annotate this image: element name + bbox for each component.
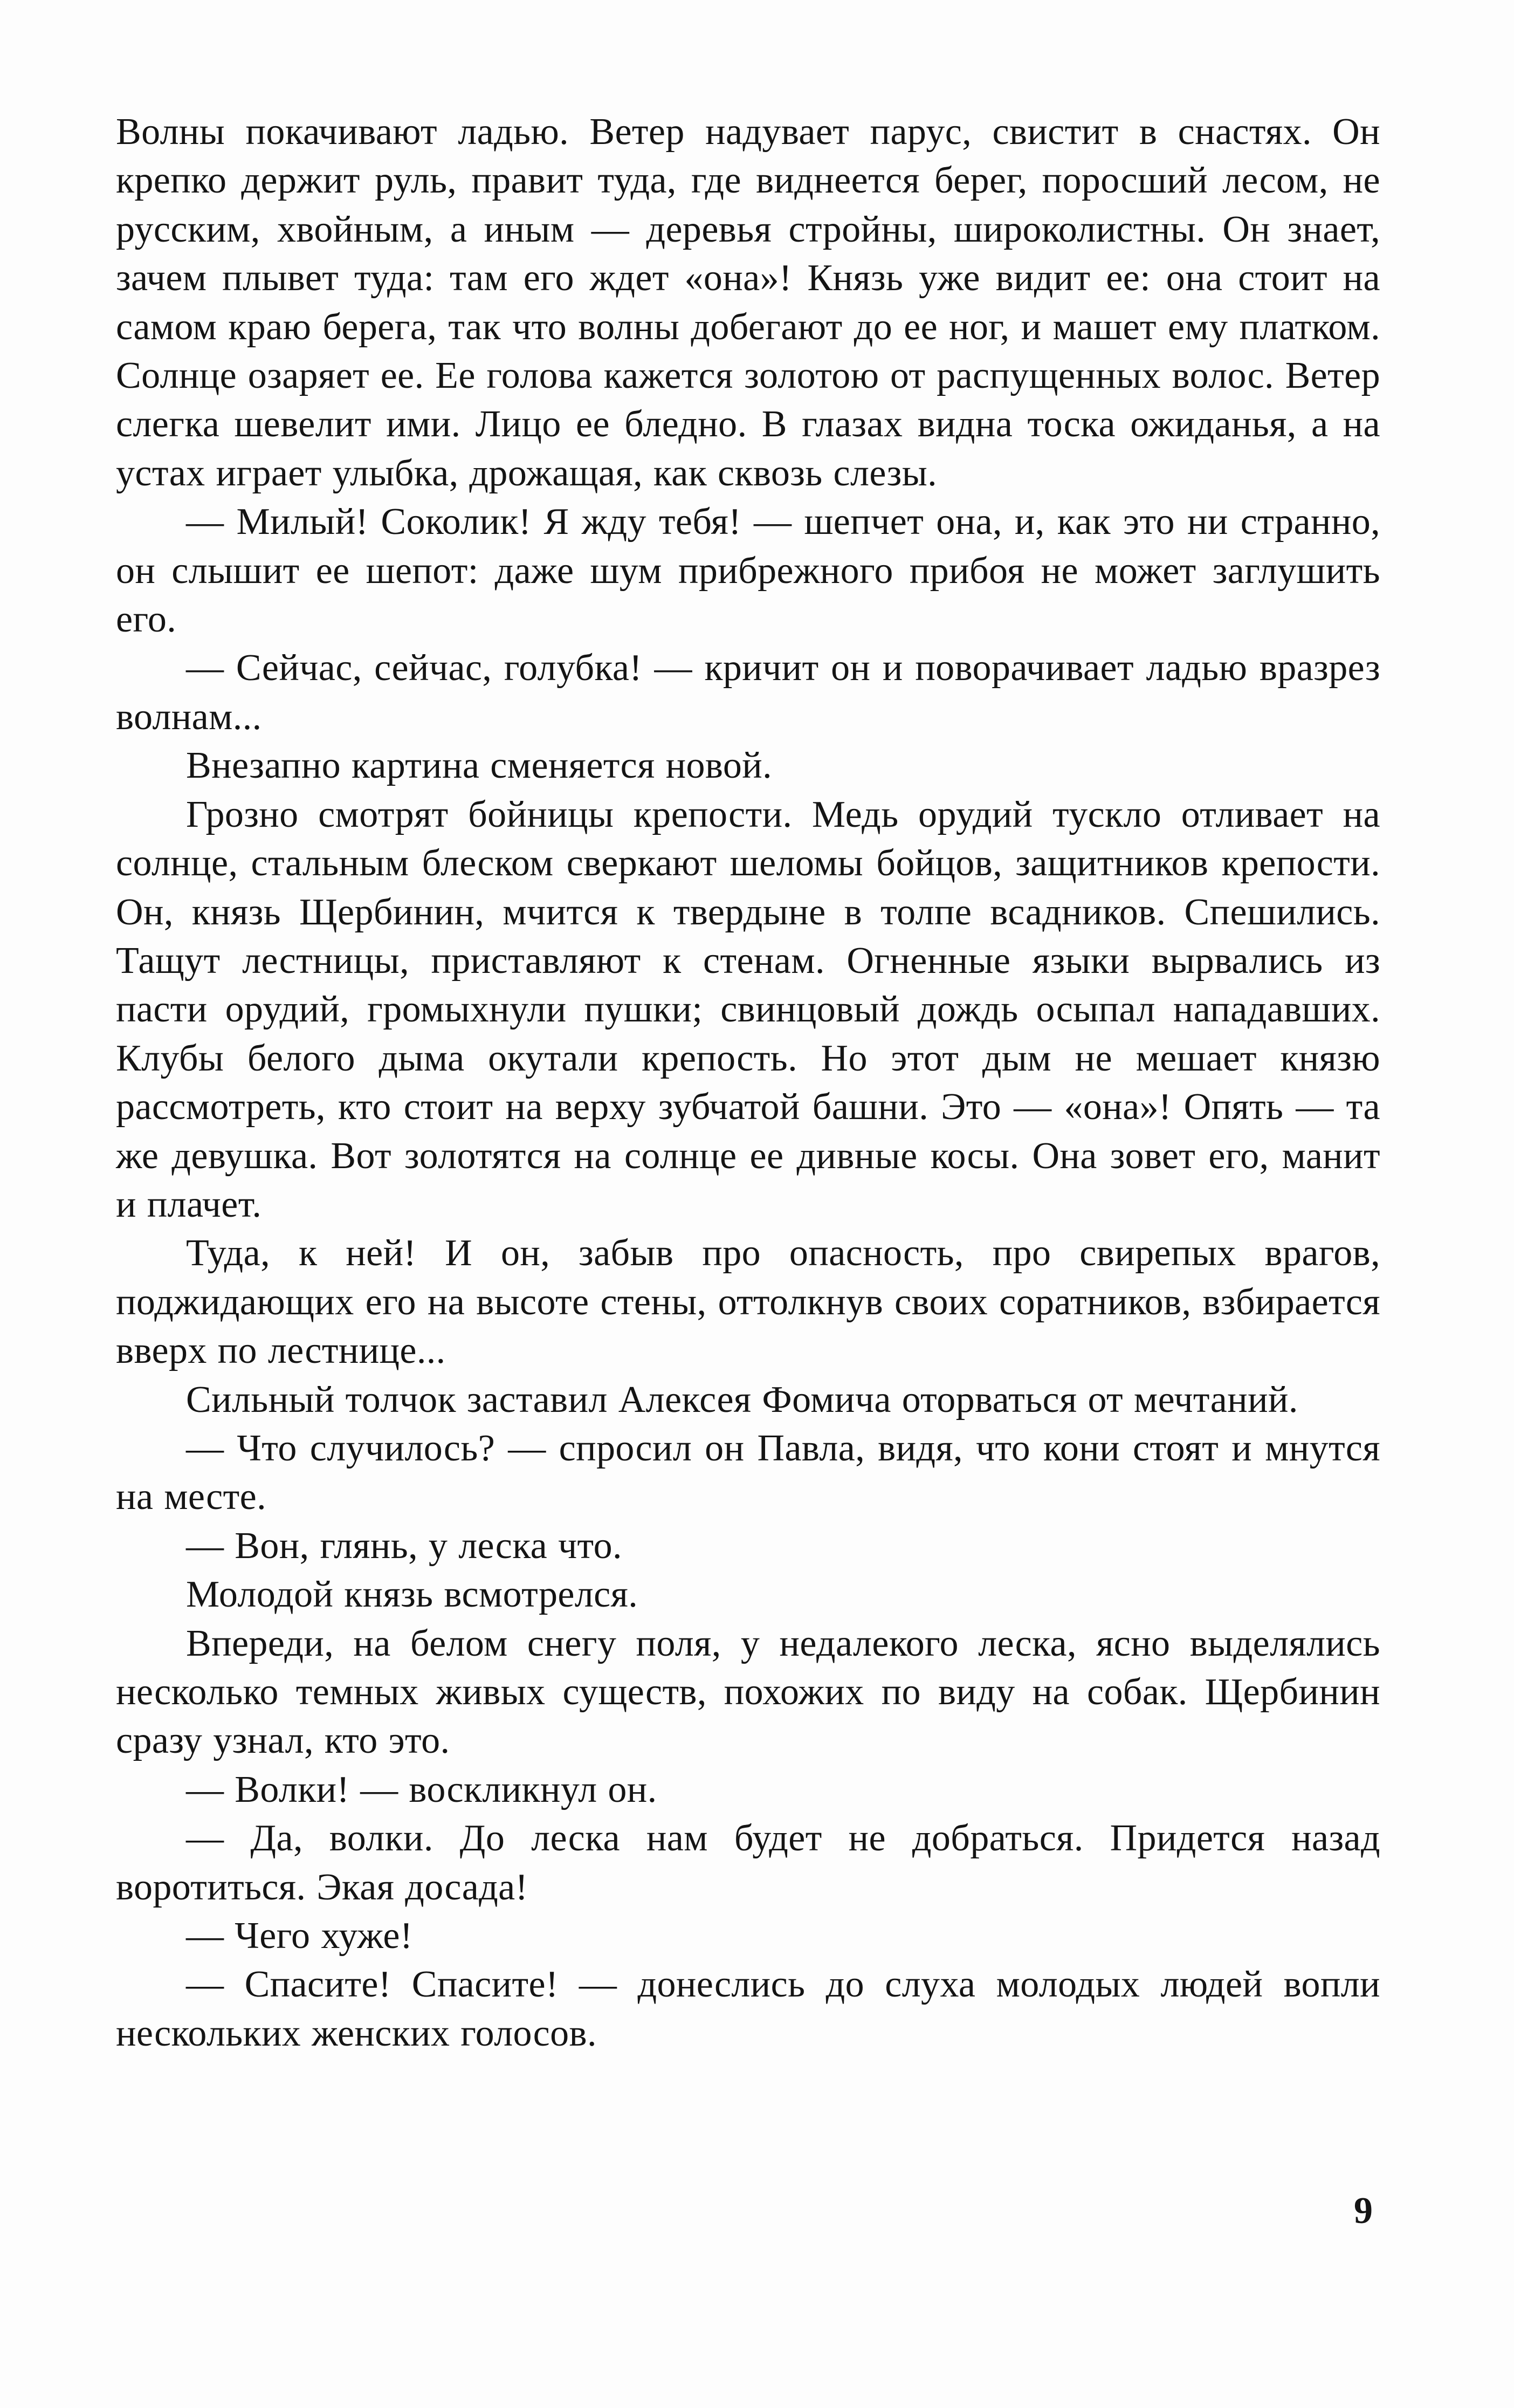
paragraph: Сильный толчок заставил Алексея Фомича оторваться от мечтаний. — [186, 1378, 1298, 1421]
paragraph: — Что случилось? — спросил он Павла, видя, что кони стоят и мнутся на месте. — [116, 1427, 1380, 1518]
paragraph: — Чего хуже! — [186, 1915, 413, 1957]
paragraph: Туда, к ней! И он, забыв про опасность, про свирепых врагов, поджидающих его на высоте стены, оттолкнув своих соратников, взбирается вверх по лестнице... — [116, 1232, 1380, 1372]
paragraph: Грозно смотрят бойницы крепости. Медь орудий тускло отливает на солнце, стальным блеском сверкают шеломы бойцов, защитников крепости. Он, князь Щербинин, мчится к твердыне в толпе всадников. Спешились. Тащут лестницы, приставляют к стенам. Огненные языки вырвались из пасти орудий, громыхнули пушки; свинцовый дождь осыпал нападавших. Клубы белого дыма окутали крепость. Но этот дым не мешает князю рассмотреть, кто стоит на верху зубчатой башни. Это — «она»! Опять — та же девушка. Вот золотятся на солнце ее дивные косы. Она зовет его, манит и плачет. — [116, 793, 1380, 1225]
paragraph: — Милый! Соколик! Я жду тебя! — шепчет она, и, как это ни странно, он слышит ее шепот: даже шум прибрежного прибоя не может заглушить его. — [116, 501, 1380, 641]
body-text — [116, 108, 1380, 2058]
paragraph: Внезапно картина сменяется новой. — [186, 745, 773, 787]
paragraph: Молодой князь всмотрелся. — [186, 1574, 638, 1616]
paragraph: Впереди, на белом снегу поля, у недалекого леска, ясно выделялись несколько темных живых существ, похожих по виду на собак. Щербинин сразу узнал, кто это. — [116, 1622, 1380, 1762]
page-number: 9 — [1354, 2190, 1373, 2232]
paragraph: — Волки! — воскликнул он. — [186, 1768, 657, 1810]
paragraph: Волны покачивают ладью. Ветер надувает парус, свистит в снастях. Он крепко держит руль, правит туда, где виднеется берег, поросший лесом, не русским, хвойным, а иным — деревья стройны, широколистны. Он знает, зачем плывет туда: там его ждет «она»! Князь уже видит ее: она стоит на самом краю берега, так что волны добегают до ее ног, и машет ему платком. Солнце озаряет ее. Ее голова кажется золотою от распущенных волос. Ветер слегка шевелит ими. Лицо ее бледно. В глазах видна тоска ожиданья, а на устах играет улыбка, дрожащая, как сквозь слезы. — [116, 111, 1380, 494]
paragraph: — Сейчас, сейчас, голубка! — кричит он и поворачивает ладью вразрез волнам... — [116, 647, 1380, 738]
paragraph: — Спасите! Спасите! — донеслись до слуха молодых людей вопли нескольких женских голосов. — [116, 1964, 1380, 2054]
paragraph: — Вон, глянь, у леска что. — [186, 1525, 622, 1567]
paragraph: — Да, волки. До леска нам будет не добраться. Придется назад воротиться. Экая досада! — [116, 1817, 1380, 1908]
